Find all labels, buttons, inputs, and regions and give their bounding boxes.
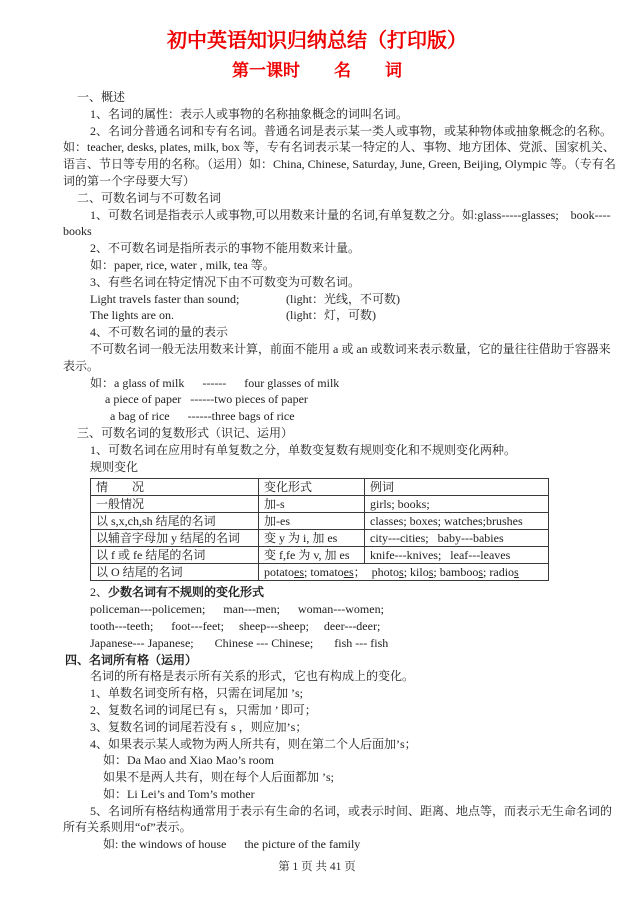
cell-change-form: 加-es — [259, 513, 365, 530]
word-suffix: s — [399, 564, 404, 579]
cell-situation: 以 s,x,ch,sh 结尾的名词 — [91, 513, 259, 530]
word-suffix: s — [514, 564, 519, 579]
cell-change-form: 变 y 为 i, 加 es — [259, 530, 365, 547]
table-row — [91, 530, 549, 547]
paragraph-line: 如：teacher, desks, plates, milk, box 等，专有名词表示某一特定的人、事物、地方团体、党派、国家机关、 — [63, 140, 615, 155]
paragraph-line: 语言、节日等专用的名称。（运用）如：China, Chinese, Saturday, June, Green, Beijing, Olympic 等。（专有名 — [63, 157, 616, 172]
paragraph-line: 2、复数名词的词尾已有 s，只需加 ’ 即可； — [90, 702, 317, 717]
example-line: a bag of rice ------three bags of rice — [110, 409, 295, 424]
irregular-plural-heading-text: 少数名词有不规则的变化形式 — [108, 585, 265, 600]
section-4-heading: 四、名词所有格（运用） — [65, 652, 198, 667]
lesson-title: 第一课时 名 词 — [232, 61, 402, 80]
irregular-examples-line: tooth---teeth; foot---feet; sheep---sheep; deer---deer; — [90, 618, 381, 633]
cell-situation: 以 f 或 fe 结尾的名词 — [91, 547, 259, 564]
paragraph-line: 3、复数名词的词尾若没有 s ，则应加’s； — [90, 719, 308, 734]
cell-situation: 以 O 结尾的名词 — [91, 564, 259, 581]
word-part: ; bamboo — [433, 564, 479, 579]
paragraph-line: books — [63, 224, 92, 239]
word-suffix: s — [478, 564, 484, 579]
paragraph-line: 名词的所有格是表示所有关系的形式，它也有构成上的变化。 — [90, 669, 415, 684]
example-english: The lights are on. — [90, 308, 174, 323]
table-row — [91, 547, 549, 564]
example-line-light-countable — [63, 307, 600, 324]
paragraph-line: 1、可数名词是指表示人或事物,可以用数来计量的名词,有单复数之分。如:glass-----glasses; book---- — [90, 207, 611, 222]
word-suffix: es — [294, 564, 304, 579]
word-suffix: es — [343, 564, 354, 579]
paragraph-line: 词的第一个字母要大写） — [63, 173, 196, 188]
doc-title: 初中英语知识归纳总结（打印版） — [167, 30, 467, 52]
example-line: 如：paper, rice, water , milk, tea 等。 — [90, 257, 275, 272]
cell-change-form: 加-s — [259, 496, 365, 513]
word-part: ; kilo — [403, 564, 429, 579]
section-3-heading: 三、可数名词的复数形式（识记、运用） — [77, 425, 294, 440]
paragraph-line: 5、名词所有格结构通常用于表示有生命的名词，或表示时间、距离、地点等，而表示无生命名词的 — [90, 803, 613, 818]
example-line: 如: the windows of house the picture of the family — [103, 837, 361, 852]
paragraph-line: 2、不可数名词是指所表示的事物不能用数来计量。 — [90, 241, 361, 256]
plural-rules-table — [90, 478, 549, 581]
cell-situation: 一般情况 — [91, 496, 259, 513]
col-header-examples: 例词 — [365, 479, 549, 496]
table-row — [91, 513, 549, 530]
page-number-footer: 第 1 页 共 41 页 — [278, 861, 356, 873]
paragraph-line: 1、名词的属性：表示人或事物的名称抽象概念的词叫名词。 — [90, 106, 409, 121]
regular-change-label: 规则变化 — [90, 459, 139, 474]
irregular-examples-line: Japanese--- Japanese; Chinese --- Chinese; fish --- fish — [90, 635, 389, 650]
word-part: ； photo — [353, 564, 400, 579]
section-1-heading: 一、概述 — [77, 90, 126, 104]
word-part: ; radio — [483, 564, 515, 579]
cell-o-examples — [259, 564, 549, 581]
example-note: (light：灯，可数) — [286, 308, 376, 323]
cell-examples: knife---knives; leaf---leaves — [365, 547, 549, 564]
paragraph-line: 1、可数名词在应用时有单复数之分，单数变复数有规则变化和不规则变化两种。 — [90, 442, 517, 457]
document-body — [63, 89, 616, 853]
col-header-change-form: 变化形式 — [259, 479, 365, 496]
item-number: 2、 — [90, 585, 109, 600]
col-header-situation: 情 况 — [91, 479, 259, 496]
paragraph-line: 表示。 — [63, 358, 100, 373]
cell-examples: girls; books; — [365, 496, 549, 513]
cell-change-form: 变 f,fe 为 v, 加 es — [259, 547, 365, 564]
paragraph-line: 4、不可数名词的量的表示 — [90, 325, 229, 340]
example-line: a piece of paper ------two pieces of paper — [105, 392, 308, 407]
paragraph-line: 1、单数名词变所有格，只需在词尾加 ’s; — [90, 686, 304, 701]
example-line: 如：Da Mao and Xiao Mao’s room — [103, 753, 274, 768]
paragraph-line: 3、有些名词在特定情况下由不可数变为可数名词。 — [90, 274, 361, 289]
word-suffix: s — [428, 564, 434, 579]
paragraph-line: 4、如果表示某人或物为两人所共有，则在第二个人后面加’s； — [90, 736, 417, 751]
cell-examples: classes; boxes; watches;brushes — [365, 513, 549, 530]
word-part: potato — [264, 564, 294, 579]
paragraph-line: 所有关系则用“of”表示。 — [63, 820, 192, 835]
example-line-light-uncountable — [63, 291, 600, 308]
paragraph-line: 如果不是两人共有，则在每个人后面都加 ’s; — [103, 770, 335, 785]
word-part: ; tomato — [304, 564, 344, 579]
cell-examples: city---cities; baby---babies — [365, 530, 549, 547]
example-line: 如：a glass of milk ------ four glasses of milk — [90, 375, 340, 390]
example-line: 如：Li Lei’s and Tom’s mother — [103, 786, 255, 801]
table-row-o-ending — [91, 564, 549, 581]
example-note: (light：光线，不可数) — [286, 291, 400, 306]
paragraph-line: 2、名词分普通名词和专有名词。普通名词是表示某一类人或事物，或某种物体或抽象概念的名称。 — [90, 123, 613, 138]
table-row — [91, 496, 549, 513]
cell-situation: 以辅音字母加 y 结尾的名词 — [91, 530, 259, 547]
section-2-heading: 二、可数名词与不可数名词 — [77, 190, 222, 205]
example-english: Light travels faster than sound; — [90, 291, 240, 306]
irregular-examples-line: policeman---policemen; man---men; woman---women; — [90, 602, 384, 617]
irregular-plural-heading — [63, 584, 600, 601]
paragraph-line: 不可数名词一般无法用数来计算，前面不能用 a 或 an 或数词来表示数量，它的量往往借助于容器来 — [90, 341, 611, 356]
table-header-row — [91, 479, 549, 496]
